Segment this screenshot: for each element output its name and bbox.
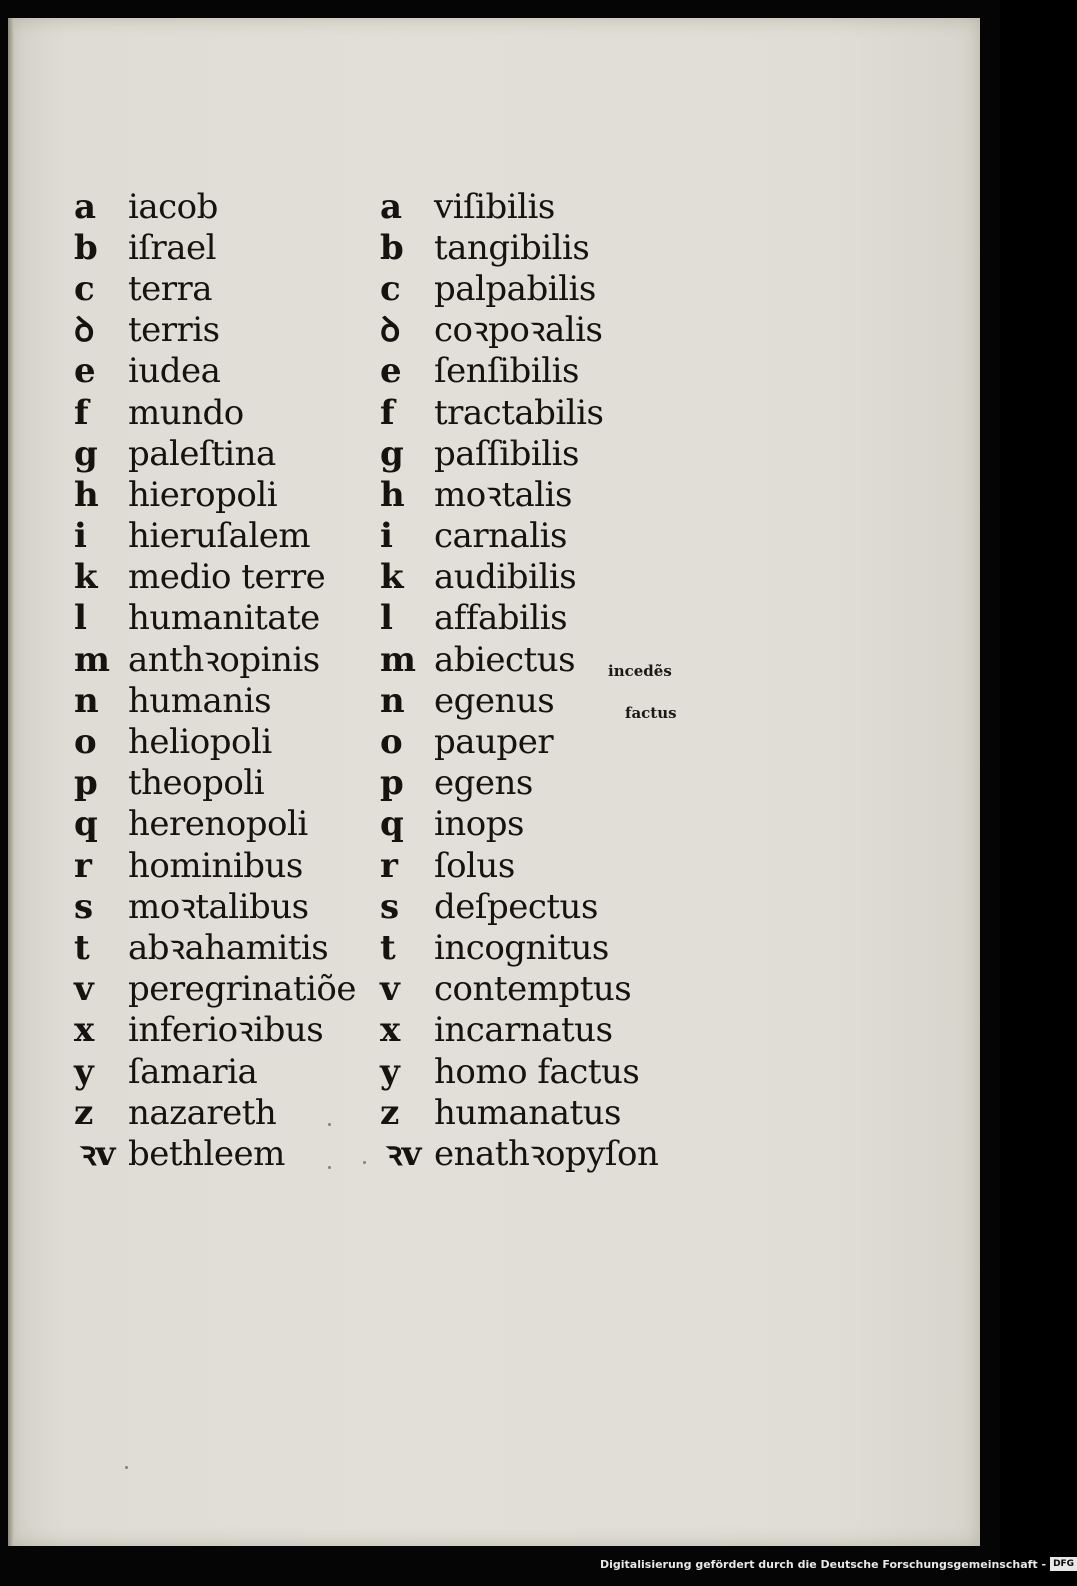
row-word: audibilis [434, 557, 577, 598]
row-letter: o [74, 722, 97, 763]
row-word: incognitus [434, 927, 609, 968]
row-letter: k [380, 557, 404, 598]
list-row [74, 969, 356, 1010]
row-letter: h [380, 474, 405, 515]
row-letter: y [380, 1051, 400, 1092]
list-row [74, 310, 356, 351]
row-letter: m [74, 639, 110, 680]
row-letter: o [380, 722, 403, 763]
book-page [8, 18, 980, 1546]
list-row [380, 268, 658, 309]
list-row [74, 1092, 356, 1133]
row-letter: t [380, 927, 396, 968]
list-row [380, 598, 658, 639]
list-row [74, 1051, 356, 1092]
row-word: inops [434, 804, 524, 845]
ink-speck [328, 1166, 331, 1169]
row-word: terris [128, 310, 220, 351]
list-row [380, 557, 658, 598]
row-word: mundo [128, 392, 244, 433]
row-letter: p [380, 763, 404, 804]
list-row [74, 227, 356, 268]
row-word: ſolus [434, 845, 515, 886]
list-row [380, 474, 658, 515]
list-row [380, 310, 658, 351]
row-letter: b [74, 227, 98, 268]
list-row [380, 1133, 658, 1174]
list-row [74, 721, 356, 762]
list-row [380, 1092, 658, 1133]
footer-credit-text: Digitalisierung gefördert durch die Deutsche Forschungsgemeinschaft - [600, 1557, 1047, 1571]
list-row [74, 845, 356, 886]
row-letter: x [380, 1010, 400, 1051]
list-row [380, 186, 658, 227]
row-letter: c [380, 268, 401, 309]
list-row [380, 392, 658, 433]
row-letter: n [74, 680, 99, 721]
row-word: hieropoli [128, 474, 278, 515]
row-letter: v [74, 969, 94, 1010]
right-column [380, 186, 658, 1175]
list-row [380, 680, 658, 721]
list-row [74, 186, 356, 227]
row-letter: c [74, 268, 95, 309]
row-word: humanitate [128, 598, 320, 639]
row-word: abꝛahamitis [128, 927, 329, 968]
row-letter: g [380, 433, 404, 474]
list-row [74, 680, 356, 721]
row-letter: z [380, 1092, 399, 1133]
row-word: theopoli [128, 763, 265, 804]
row-letter: l [380, 598, 393, 639]
dfg-logo: DFG [1050, 1557, 1077, 1571]
row-word: nazareth [128, 1092, 277, 1133]
list-row [380, 927, 658, 968]
row-word: contemptus [434, 969, 632, 1010]
row-letter: n [380, 680, 405, 721]
row-word: pauper [434, 722, 554, 763]
row-letter: s [74, 886, 93, 927]
list-row [74, 474, 356, 515]
row-word: coꝛpoꝛalis [434, 310, 603, 351]
row-letter: f [74, 392, 89, 433]
row-letter: r [380, 845, 398, 886]
list-row [74, 392, 356, 433]
ink-speck [328, 1123, 331, 1126]
row-word: tractabilis [434, 392, 604, 433]
row-letter: g [74, 433, 98, 474]
row-letter: l [74, 598, 87, 639]
ink-speck [125, 1466, 128, 1469]
list-row [74, 351, 356, 392]
row-word: egenus [434, 680, 555, 721]
row-letter: b [380, 227, 404, 268]
list-row [74, 639, 356, 680]
list-row [380, 886, 658, 927]
list-row [74, 557, 356, 598]
list-row [380, 845, 658, 886]
row-letter: ꝺ [380, 310, 400, 351]
list-row [74, 1133, 356, 1174]
row-letter: e [380, 351, 402, 392]
row-word: anthꝛopinis [128, 639, 320, 680]
marginal-gloss-incedens: incedẽs [608, 662, 672, 680]
row-word: palpabilis [434, 268, 596, 309]
list-row [380, 433, 658, 474]
row-letter: ꝺ [74, 310, 94, 351]
row-word: hieruſalem [128, 516, 311, 557]
row-word: iacob [128, 186, 218, 227]
row-letter: k [74, 557, 98, 598]
row-letter: e [74, 351, 96, 392]
row-word: moꝛtalis [434, 474, 572, 515]
list-row [380, 516, 658, 557]
list-row [74, 516, 356, 557]
row-word: paſſibilis [434, 433, 579, 474]
row-word: medio terre [128, 557, 326, 598]
list-row [74, 804, 356, 845]
row-word: humanatus [434, 1092, 621, 1133]
row-word: affabilis [434, 598, 568, 639]
row-letter: y [74, 1051, 94, 1092]
list-row [74, 268, 356, 309]
list-row [380, 721, 658, 762]
list-row [74, 598, 356, 639]
list-row [380, 763, 658, 804]
row-word: bethleem [128, 1133, 285, 1174]
row-letter: t [74, 927, 90, 968]
row-letter: i [380, 516, 393, 557]
list-row [74, 433, 356, 474]
row-word: viſibilis [434, 186, 555, 227]
row-letter: f [380, 392, 395, 433]
row-letter: ꝛv [386, 1133, 421, 1174]
list-row [380, 1051, 658, 1092]
row-word: carnalis [434, 516, 567, 557]
row-letter: h [74, 474, 99, 515]
row-word: iudea [128, 351, 221, 392]
list-row [380, 227, 658, 268]
list-row [74, 763, 356, 804]
row-word: iſrael [128, 227, 216, 268]
row-letter: a [74, 186, 96, 227]
row-letter: r [74, 845, 92, 886]
row-letter: m [380, 639, 416, 680]
row-word: ſenſibilis [434, 351, 579, 392]
row-word: paleſtina [128, 433, 276, 474]
row-letter: q [380, 804, 404, 845]
row-word: terra [128, 268, 213, 309]
row-word: deſpectus [434, 886, 598, 927]
row-letter: z [74, 1092, 93, 1133]
row-word: peregrinatiõe [128, 969, 356, 1010]
marginal-gloss-factus: factus [625, 704, 677, 722]
digitization-footer [600, 1553, 1077, 1575]
left-column [74, 186, 356, 1175]
row-letter: x [74, 1010, 94, 1051]
row-word: heliopoli [128, 722, 272, 763]
row-word: humanis [128, 680, 272, 721]
row-word: tangibilis [434, 227, 590, 268]
list-row [380, 804, 658, 845]
row-word: homo factus [434, 1051, 640, 1092]
row-letter: a [380, 186, 402, 227]
row-word: inferioꝛibus [128, 1010, 324, 1051]
row-word: incarnatus [434, 1010, 613, 1051]
list-row [74, 927, 356, 968]
list-row [380, 351, 658, 392]
row-word: egens [434, 763, 533, 804]
row-letter: s [380, 886, 399, 927]
row-word: moꝛtalibus [128, 886, 309, 927]
list-row [74, 1010, 356, 1051]
row-word: herenopoli [128, 804, 308, 845]
row-letter: p [74, 763, 98, 804]
page-gutter-edge [8, 18, 14, 1546]
list-row [380, 969, 658, 1010]
row-letter: ꝛv [80, 1133, 115, 1174]
row-word: enathꝛopyſon [434, 1133, 659, 1174]
row-letter: q [74, 804, 98, 845]
list-row [74, 886, 356, 927]
list-row [380, 1010, 658, 1051]
row-letter: v [380, 969, 400, 1010]
row-word: hominibus [128, 845, 303, 886]
row-word: ſamaria [128, 1051, 258, 1092]
ink-speck [363, 1161, 366, 1164]
row-word: abiectus [434, 639, 576, 680]
row-letter: i [74, 516, 87, 557]
